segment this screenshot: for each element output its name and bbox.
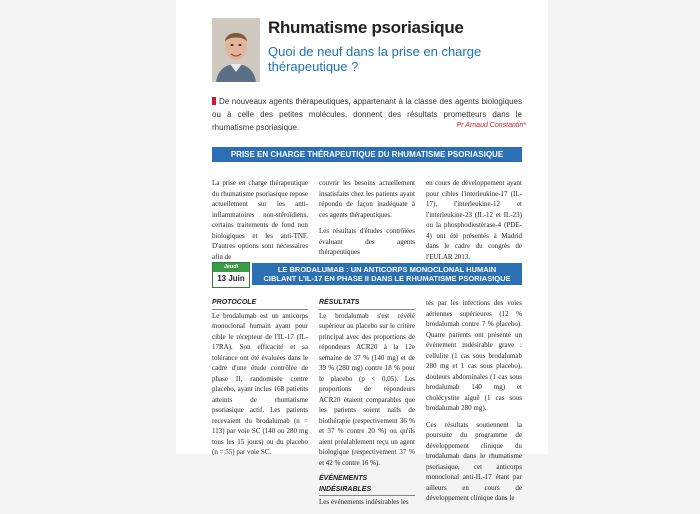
banner-line-1: LE BRODALUMAB : UN ANTICORPS MONOCLONAL HUMAIN [277, 265, 497, 274]
protocole-heading: PROTOCOLE [212, 298, 308, 310]
resultats-heading: RÉSULTATS [319, 298, 415, 310]
section1-col3-text: en cours de développement ayant pour cibles l'interleukine-17 (IL-17), l'interleukine-12 et l'interleukine-23 (IL-12 et IL-23) ou la phosphodiestérase-4 (PDE-4) ont été présentés à Madrid dans le cadre du congrès de l'EULAR 2013. [426, 179, 522, 261]
red-bullet-icon [212, 97, 216, 105]
evenements-text: Les événements indésirables les [319, 498, 409, 506]
article-title: Rhumatisme psoriasique [268, 18, 464, 37]
section2-col3-paragraph-2: Ces résultats soutiennent la poursuite du programme de développement clinique du brodalumab dans le rhumatisme psoriasique, cet anticorps monoclonal anti-IL-17 étant par ailleurs en cours de développement clinique dans le [426, 420, 522, 502]
resultats-text: Le brodalumab s'est révélé supérieur au placebo sur le critère principal avec des proportions de répondeurs ACR20 à la 12e semaine de 37 % (140 mg) et de 39 % (280 mg) contre 18 % pour le placebo (p < 0,05). Les proportions de répondeurs ACR20 étaient comparables que les patients soient naïfs de biothérapie (respectivement 36 % et 37 % contre 20 %) ou qu'ils aient préalablement reçu un agent biologique (respectivement 37 % et 42 % contre 16 %). [319, 311, 415, 467]
calendar-date: 13 Juin [217, 274, 245, 283]
section1-column-1 [212, 178, 308, 268]
article-page [176, 0, 548, 506]
calendar-badge [212, 262, 250, 288]
section1-col2-paragraph-2: Les résultats d'études contrôlées évaluant des agents thérapeutiques [319, 227, 415, 256]
protocole-text: Le brodalumab est un anticorps monoclonal humain ayant pour cible le récepteur de l'IL-17 (IL-17RA). Son efficacité et sa tolérance ont été évaluées dans le cadre d'une étude contrôlée de phase II, randomisée contre placebo, ayant inclus 168 patients atteints de rhumatisme psoriasique actif. Les patients recevaient du brodalumab (n = 113) par voie SC (140 ou 280 mg tous les 15 jours) ou du placebo (n = 55) par voie SC. [212, 311, 308, 456]
author-portrait-icon [212, 18, 260, 82]
section1-column-3 [426, 178, 522, 268]
intro-text: De nouveaux agents thérapeutiques, appartenant à la classe des agents biologiques ou à celle des petites molécules, donnent des résultats prometteurs dans le rhumatisme psoriasique. [212, 97, 522, 132]
calendar-day: Jeudi [213, 263, 249, 272]
banner-line-2: CIBLANT L'IL-17 EN PHASE II DANS LE RHUMATISME PSORIASIQUE [263, 274, 511, 283]
author-name: Pr Arnaud Constantin* [456, 122, 526, 129]
section1-col2-paragraph-1: couvrir les besoins actuellement insatisfaits chez les patients ayant répondu de façon inadéquate à ces agents thérapeutiques. [319, 179, 415, 219]
section1-column-2 [319, 178, 415, 264]
evenements-heading: ÉVÉNEMENTS INDÉSIRABLES [319, 474, 415, 496]
section-banner-prise-en-charge: PRISE EN CHARGE THÉRAPEUTIQUE DU RHUMATISME PSORIASIQUE [212, 147, 522, 162]
section2-column-2 [319, 298, 415, 514]
section2-column-3 [426, 298, 522, 510]
section-banner-brodalumab [252, 263, 522, 285]
article-subtitle: Quoi de neuf dans la prise en charge thérapeutique ? [268, 44, 482, 74]
section2-column-1 [212, 298, 308, 464]
author-photo [212, 18, 260, 82]
section2-col3-paragraph-1: tés par les infections des voies aériennes supérieures (12 % brodalumab contre 7 % placebo). Quatre patients ont présenté un événement indésirable grave : cellulite (1 cas sous brodalumab 280 mg et 1 cas sous placebo), douleurs abdominales (1 cas sous brodalumab 140 mg) et cholécystite aiguë (1 cas sous brodalumab 280 mg). [426, 299, 522, 412]
section1-col1-text: La prise en charge thérapeutique du rhumatisme psoriasique repose actuellement sur les anti-inflammatoires non-stéroïdiens, certains traitements de fond non biologiques et les anti-TNF. D'autres options sont nécessaires afin de [212, 179, 308, 261]
